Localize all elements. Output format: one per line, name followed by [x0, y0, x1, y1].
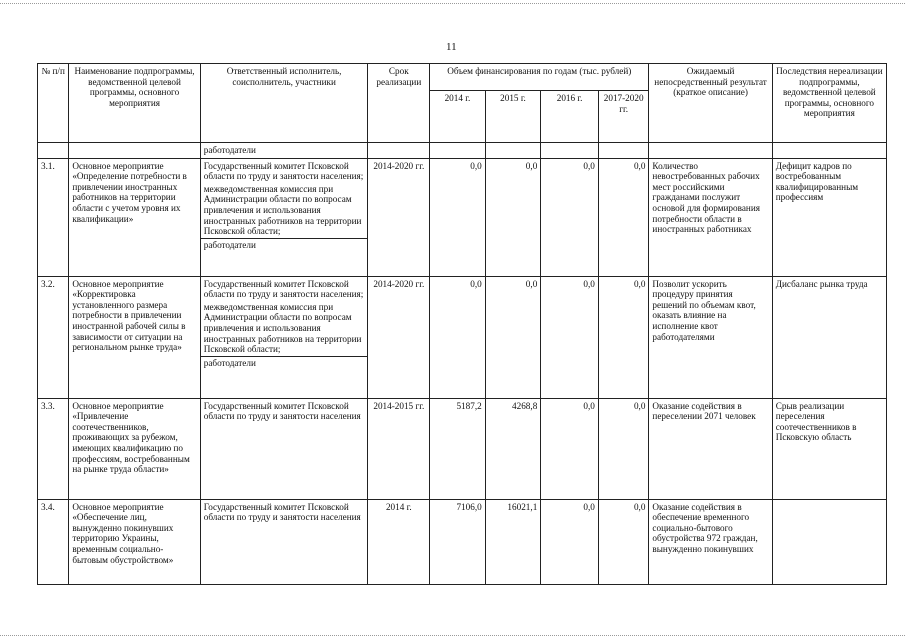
row-2015: 0,0 — [485, 158, 541, 276]
row-name: Основное мероприятие «Привлечение соотечественников, проживающих за рубежом, имеющих квалификацию по профессиям, востребованным на рынке труда области» — [69, 398, 200, 499]
row-2016: 0,0 — [541, 499, 599, 584]
table-row — [38, 499, 887, 584]
executor-line: работодатели — [201, 238, 368, 251]
table-row — [38, 276, 887, 398]
row-executor — [200, 158, 368, 276]
row-term: 2014-2020 гг. — [368, 158, 430, 276]
row-result: Позволит ускорить процедуру принятия решений по объемам квот, оказать влияние на исполнение квот работодателями — [649, 276, 772, 398]
row-2016: 0,0 — [541, 276, 599, 398]
executor-line: межведомственная комиссия при Администрации области по вопросам привлечения и использования иностранных работников на территории Псковской области; — [203, 183, 362, 237]
row-num: 3.4. — [38, 499, 69, 584]
header-year-2014: 2014 г. — [430, 91, 486, 143]
header-consequences: Последствия нереализации подпрограммы, ведомственной целевой программы, основного мероприятия — [772, 64, 886, 143]
continued-row — [38, 143, 887, 159]
header-funding: Объем финансирования по годам (тыс. рублей) — [430, 64, 649, 91]
executor-line: Государственный комитет Псковской области по труду и занятости населения; — [203, 278, 364, 300]
table-row — [38, 398, 887, 499]
row-result: Оказание содействия в обеспечение временного социально-бытового обустройства 972 граждан, вынужденно покинувших — [649, 499, 772, 584]
continued-executor: работодатели — [200, 143, 368, 159]
row-2017-2020: 0,0 — [598, 276, 649, 398]
row-consequences — [772, 499, 886, 584]
row-2017-2020: 0,0 — [598, 499, 649, 584]
row-2014: 0,0 — [430, 276, 486, 398]
row-2017-2020: 0,0 — [598, 398, 649, 499]
row-executor: Государственный комитет Псковской области по труду и занятости населения — [200, 499, 368, 584]
row-2014: 0,0 — [430, 158, 486, 276]
header-result: Ожидаемый непосредственный результат (краткое описание) — [649, 64, 772, 143]
header-year-2017-2020: 2017-2020 гг. — [598, 91, 649, 143]
scan-bottom-edge — [0, 635, 905, 636]
row-num: 3.3. — [38, 398, 69, 499]
header-row — [38, 64, 887, 91]
row-term: 2014-2015 гг. — [368, 398, 430, 499]
header-num: № п/п — [38, 64, 69, 143]
row-2014: 7106,0 — [430, 499, 486, 584]
row-consequences: Дисбаланс рынка труда — [772, 276, 886, 398]
table-row — [38, 158, 887, 276]
row-2015: 4268,8 — [485, 398, 541, 499]
row-2014: 5187,2 — [430, 398, 486, 499]
row-consequences: Дефицит кадров по востребованным квалифицированным профессиям — [772, 158, 886, 276]
executor-line: работодатели — [201, 356, 368, 369]
page-number: 11 — [446, 41, 457, 53]
executor-line: Государственный комитет Псковской области по труду и занятости населения; — [203, 160, 364, 182]
row-name: Основное мероприятие «Корректировка установленного размера потребности в привлечении иностранной рабочей силы в зависимости от ситуации на региональном рынке труда» — [69, 276, 200, 398]
row-num: 3.2. — [38, 276, 69, 398]
row-name: Основное мероприятие «Определение потребности в привлечении иностранных работников на территории области с учетом уровня их квалификации» — [69, 158, 200, 276]
header-term: Срок реализации — [368, 64, 430, 143]
row-result: Количество невостребованных рабочих мест российскими гражданами послужит основой для формирования потребности области в иностранных работниках — [649, 158, 772, 276]
row-term: 2014 г. — [368, 499, 430, 584]
row-executor — [200, 276, 368, 398]
scan-top-edge — [0, 3, 905, 4]
row-term: 2014-2020 гг. — [368, 276, 430, 398]
row-result: Оказание содействия в переселении 2071 человек — [649, 398, 772, 499]
row-name: Основное мероприятие «Обеспечение лиц, вынужденно покинувших территорию Украины, временным социально-бытовым обустройством» — [69, 499, 200, 584]
program-activities-table — [37, 63, 887, 585]
row-2016: 0,0 — [541, 398, 599, 499]
row-num: 3.1. — [38, 158, 69, 276]
row-consequences: Срыв реализации переселения соотечественников в Псковскую область — [772, 398, 886, 499]
row-2015: 0,0 — [485, 276, 541, 398]
executor-line: межведомственная комиссия при Администрации области по вопросам привлечения и использования иностранных работников на территории Псковской области; — [203, 301, 362, 355]
header-year-2015: 2015 г. — [485, 91, 541, 143]
row-2017-2020: 0,0 — [598, 158, 649, 276]
header-year-2016: 2016 г. — [541, 91, 599, 143]
header-name: Наименование подпрограммы, ведомственной целевой программы, основного мероприятия — [69, 64, 200, 143]
row-executor: Государственный комитет Псковской области по труду и занятости населения — [200, 398, 368, 499]
header-executor: Ответственный исполнитель, соисполнитель, участники — [200, 64, 368, 143]
row-2015: 16021,1 — [485, 499, 541, 584]
row-2016: 0,0 — [541, 158, 599, 276]
